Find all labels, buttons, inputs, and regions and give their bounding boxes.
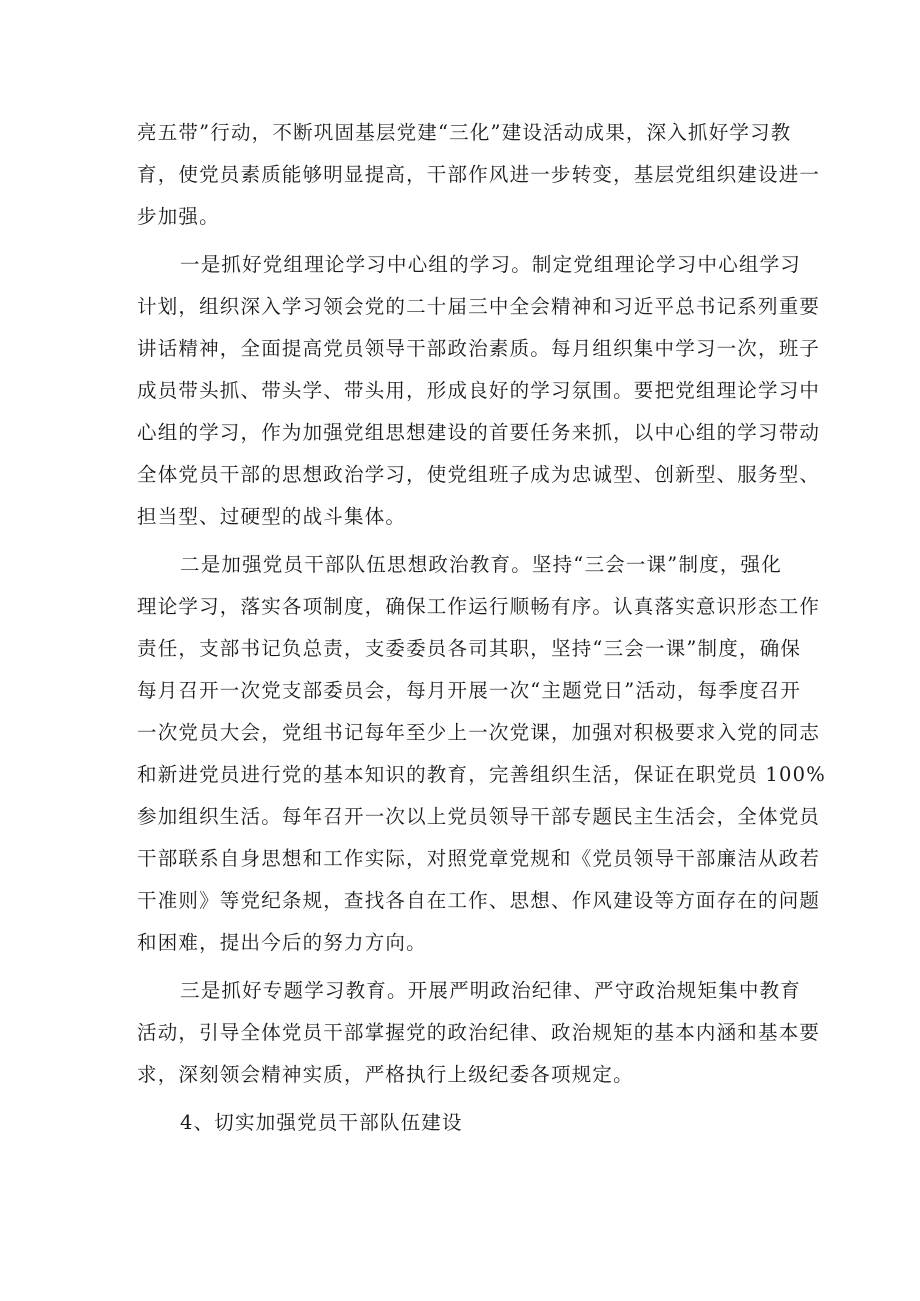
paragraph-line: 育，使党员素质能够明显提高，干部作风进一步转变，基层党组织建设进一: [137, 163, 821, 186]
paragraph-line: 担当型、过硬型的战斗集体。: [137, 505, 407, 528]
paragraph-line: 计划，组织深入学习领会党的二十届三中全会精神和习近平总书记系列重要: [137, 295, 821, 318]
paragraph-line: 和新进党员进行党的基本知识的教育，完善组织生活，保证在职党员 100%: [137, 763, 826, 786]
paragraph-line: 和困难，提出今后的努力方向。: [137, 931, 427, 954]
paragraph-line: 求，深刻领会精神实质，严格执行上级纪委各项规定。: [137, 1063, 634, 1086]
paragraph-line: 一是抓好党组理论学习中心组的学习。制定党组理论学习中心组学习: [180, 253, 802, 276]
paragraph-line: 每月召开一次党支部委员会，每月开展一次“主题党日”活动，每季度召开: [137, 679, 802, 702]
paragraph-line: 成员带头抓、带头学、带头用，形成良好的学习氛围。要把党组理论学习中: [137, 379, 821, 402]
paragraph-line: 三是抓好专题学习教育。开展严明政治纪律、严守政治规矩集中教育: [180, 979, 802, 1002]
paragraph-line: 全体党员干部的思想政治学习，使党组班子成为忠诚型、创新型、服务型、: [137, 463, 821, 486]
paragraph-line: 一次党员大会，党组书记每年至少上一次党课，加强对积极要求入党的同志: [137, 721, 821, 744]
paragraph-line: 心组的学习，作为加强党组思想建设的首要任务来抓，以中心组的学习带动: [137, 421, 821, 444]
paragraph-line: 二是加强党员干部队伍思想政治教育。坚持“三会一课”制度，强化: [180, 553, 782, 576]
paragraph-line: 亮五带”行动，不断巩固基层党建“三化”建设活动成果，深入抓好学习教: [137, 121, 792, 144]
paragraph-line: 理论学习，落实各项制度，确保工作运行顺畅有序。认真落实意识形态工作: [137, 595, 821, 618]
paragraph-line: 步加强。: [137, 205, 220, 228]
paragraph-line: 讲话精神，全面提高党员领导干部政治素质。每月组织集中学习一次，班子: [137, 337, 821, 360]
paragraph-line: 干部联系自身思想和工作实际，对照党章党规和《党员领导干部廉洁从政若: [137, 847, 821, 870]
paragraph-line: 活动，引导全体党员干部掌握党的政治纪律、政治规矩的基本内涵和基本要: [137, 1021, 821, 1044]
paragraph-line: 参加组织生活。每年召开一次以上党员领导干部专题民主生活会，全体党员: [137, 805, 821, 828]
paragraph-line: 责任，支部书记负总责，支委委员各司其职，坚持“三会一课”制度，确保: [137, 637, 802, 660]
section-heading: 4、切实加强党员干部队伍建设: [180, 1111, 463, 1134]
paragraph-line: 干准则》等党纪条规，查找各自在工作、思想、作风建设等方面存在的问题: [137, 889, 821, 912]
